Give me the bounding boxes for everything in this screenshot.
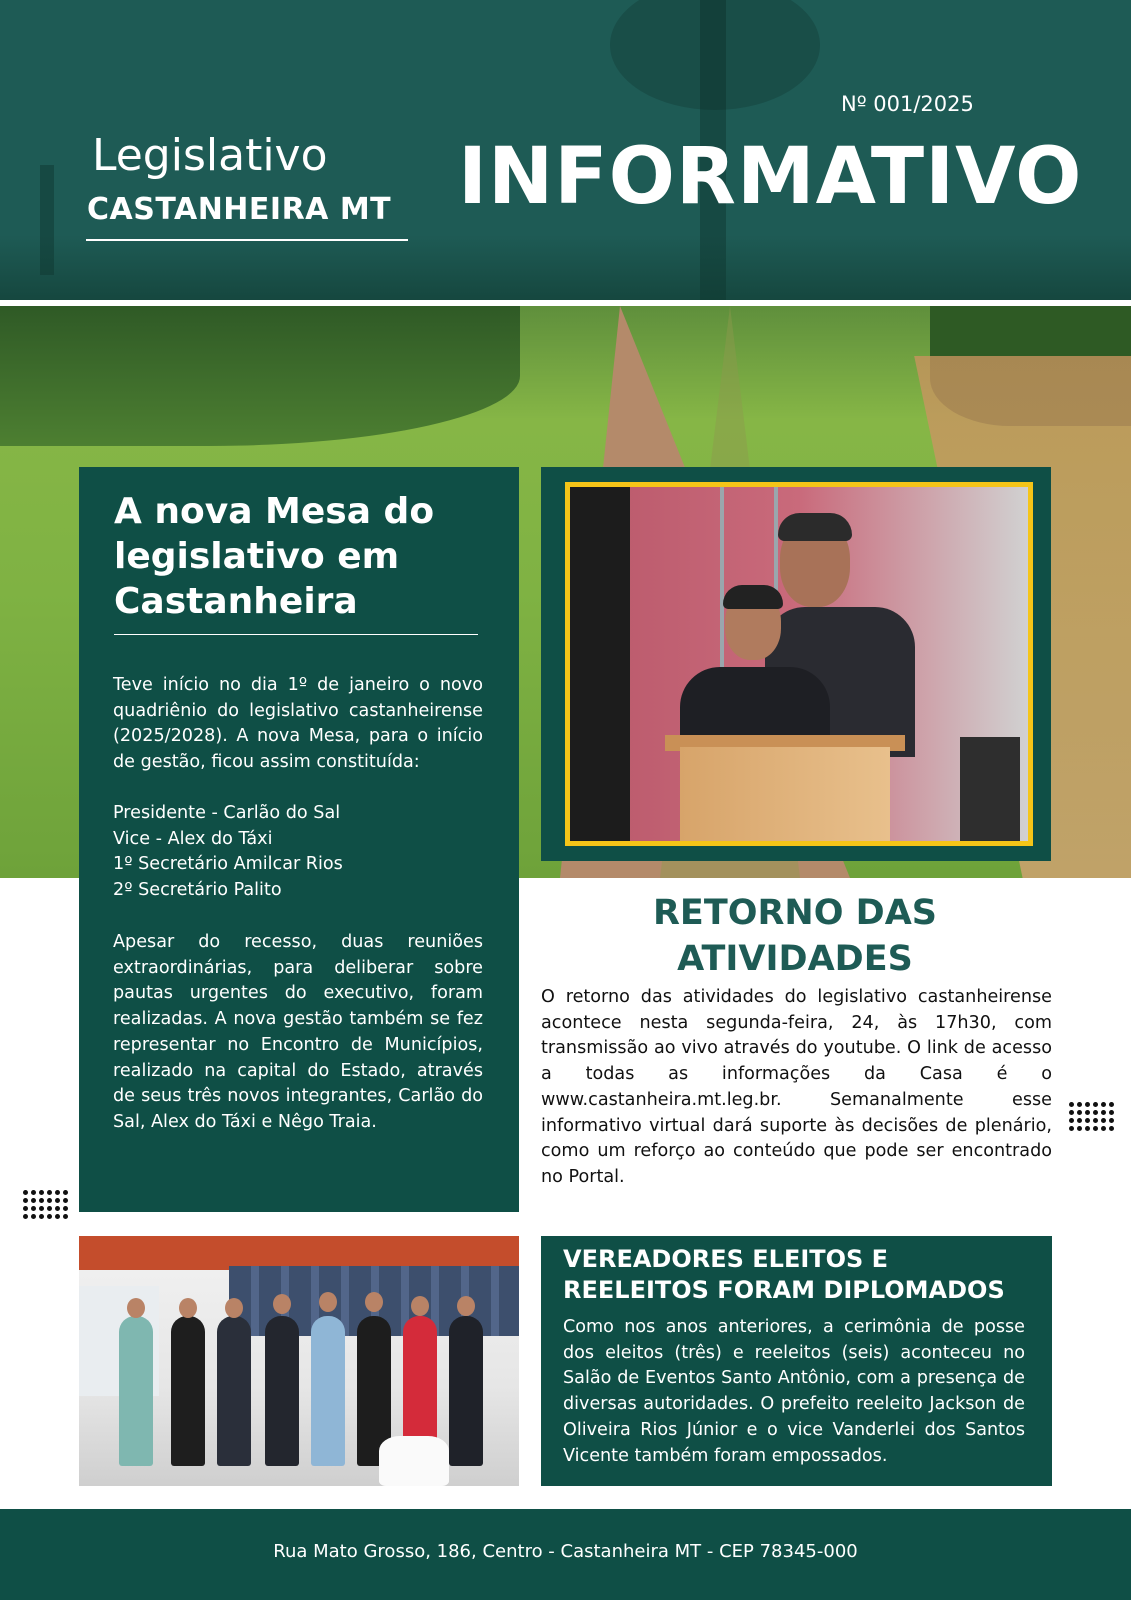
photo-person (265, 1316, 299, 1466)
photo-person (217, 1316, 251, 1466)
photo-podium (680, 747, 890, 846)
footer (0, 1509, 1131, 1600)
photo-person (311, 1316, 345, 1466)
forest-background (0, 235, 1131, 300)
vereadores-title: VEREADORES ELEITOS E REELEITOS FORAM DIPLOMADOS (563, 1245, 1005, 1304)
header-banner (0, 0, 1131, 300)
photo-person (171, 1316, 205, 1466)
photo-screen (570, 487, 630, 841)
mesa-title: A nova Mesa do legislativo em Castanheira (114, 491, 435, 622)
group-photo (79, 1236, 519, 1486)
mesa-members-list (113, 801, 483, 904)
speaker-photo-frame (541, 467, 1051, 861)
mesa-article (79, 467, 519, 1212)
brand-line-1: Legislativo (92, 130, 328, 181)
newsletter-title: INFORMATIVO (458, 132, 1083, 222)
photo-person-head (365, 1292, 383, 1312)
mesa-intro: Teve início no dia 1º de janeiro o novo quadriênio do legislativo castanheirense (2025/2028). A nova Mesa, para o início de gestão, ficou assim constituída: (113, 675, 483, 773)
brand-underline (86, 239, 408, 241)
mesa-member: Vice - Alex do Táxi (113, 828, 273, 849)
photo-person-head (273, 1294, 291, 1314)
photo-person-head (179, 1298, 197, 1318)
retorno-title: RETORNO DAS ATIVIDADES (652, 893, 938, 979)
photo-person-1-hair (723, 585, 783, 609)
photo-person-head (225, 1298, 243, 1318)
photo-monitor (960, 737, 1020, 846)
photo-ceiling (79, 1236, 519, 1270)
issue-number: Nº 001/2025 (841, 92, 974, 116)
brand-line-2: CASTANHEIRA MT (87, 192, 392, 227)
photo-person-2-hair (778, 513, 852, 541)
photo-person-head (319, 1292, 337, 1312)
photo-person-head (411, 1296, 429, 1316)
footer-address: Rua Mato Grosso, 186, Centro - Castanheira MT - CEP 78345-000 (273, 1541, 858, 1562)
photo-chair (379, 1436, 449, 1486)
mesa-member: Presidente - Carlão do Sal (113, 803, 341, 823)
vereadores-body: Como nos anos anteriores, a cerimônia de posse dos eleitos (três) e reeleitos (seis) aconteceu no Salão de Eventos Santo Antônio, com a presença de diversas autoridades. O prefeito reeleito Jackson de Oliveira Rios Júnior e o vice Vanderlei dos Santos Vicente também foram empossados. (563, 1317, 1025, 1466)
speaker-photo (565, 482, 1033, 846)
photo-person-head (127, 1298, 145, 1318)
mesa-title-rule (114, 634, 478, 635)
photo-person-head (457, 1296, 475, 1316)
mesa-body: Apesar do recesso, duas reuniões extraordinárias, para deliberar sobre pautas urgentes do executivo, foram realizadas. A nova gestão também se fez representar no Encontro de Municípios, realizado na capital do Estado, através de seus três novos integrantes, Carlão do Sal, Alex do Táxi e Nêgo Traia. (113, 932, 483, 1132)
mesa-member: 1º Secretário Amilcar Rios (113, 854, 343, 875)
dot-pattern-right (1069, 1102, 1114, 1131)
photo-person (119, 1316, 153, 1466)
vereadores-article (541, 1236, 1052, 1486)
dot-pattern-left (23, 1190, 68, 1219)
mesa-member: 2º Secretário Palito (113, 880, 282, 901)
trees-left (0, 306, 520, 446)
photo-person (449, 1316, 483, 1466)
retorno-body: O retorno das atividades do legislativo castanheirense acontece nesta segunda-feira, 24, às 17h30, com transmissão ao vivo através do youtube. O link de acesso a todas as informações da Casa é o www.castanheira.mt.leg.br. Semanalmente esse informativo virtual dará suporte às decisões de plenário, como um reforço ao conteúdo que pode ser encontrado no Portal. (541, 987, 1052, 1187)
